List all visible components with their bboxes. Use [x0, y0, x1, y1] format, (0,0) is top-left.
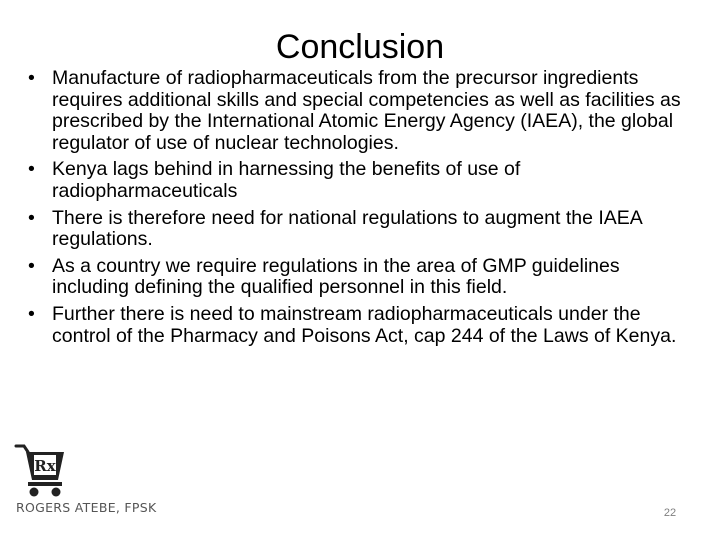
page-number: 22 [663, 507, 677, 519]
pharmacy-cart-rx-icon [12, 440, 72, 502]
bullet-item [28, 256, 700, 299]
bullet-item [28, 159, 700, 202]
bullet-item [28, 68, 700, 154]
bullet-text: Kenya lags behind in harnessing the benefits of use of radiopharmaceuticals [52, 158, 521, 202]
logo-text: ROGERS ATEBE, FPSK [16, 500, 157, 515]
slide-title [0, 26, 720, 68]
bullet-text: There is therefore need for national regulations to augment the IAEA regulations. [52, 206, 642, 251]
bullet-dot-icon: • [28, 254, 35, 277]
bullet-text: As a country we require regulations in the area of GMP guidelines including defining the qualified personnel in this field. [52, 254, 620, 299]
bullet-text: Manufacture of radiopharmaceuticals from the precursor ingredients requires additional skills and special competencies as well as facilities as prescribed by the International Atomic Energy Agency (IAEA), the global regulator of use of nuclear technologies. [52, 67, 681, 154]
bullet-dot-icon: • [28, 158, 35, 181]
rx-mark: Rx [34, 457, 56, 475]
slide-title-text: Conclusion [275, 28, 445, 66]
bullet-text: Further there is need to mainstream radiopharmaceuticals under the control of the Pharmacy and Poisons Act, cap 244 of the Laws of Kenya. [52, 302, 677, 347]
footer-logo [12, 440, 172, 520]
bullet-list [28, 68, 700, 352]
bullet-item [28, 304, 700, 347]
bullet-dot-icon: • [28, 302, 35, 325]
bullet-dot-icon: • [28, 206, 35, 229]
bullet-item [28, 208, 700, 251]
bullet-dot-icon: • [28, 67, 35, 89]
